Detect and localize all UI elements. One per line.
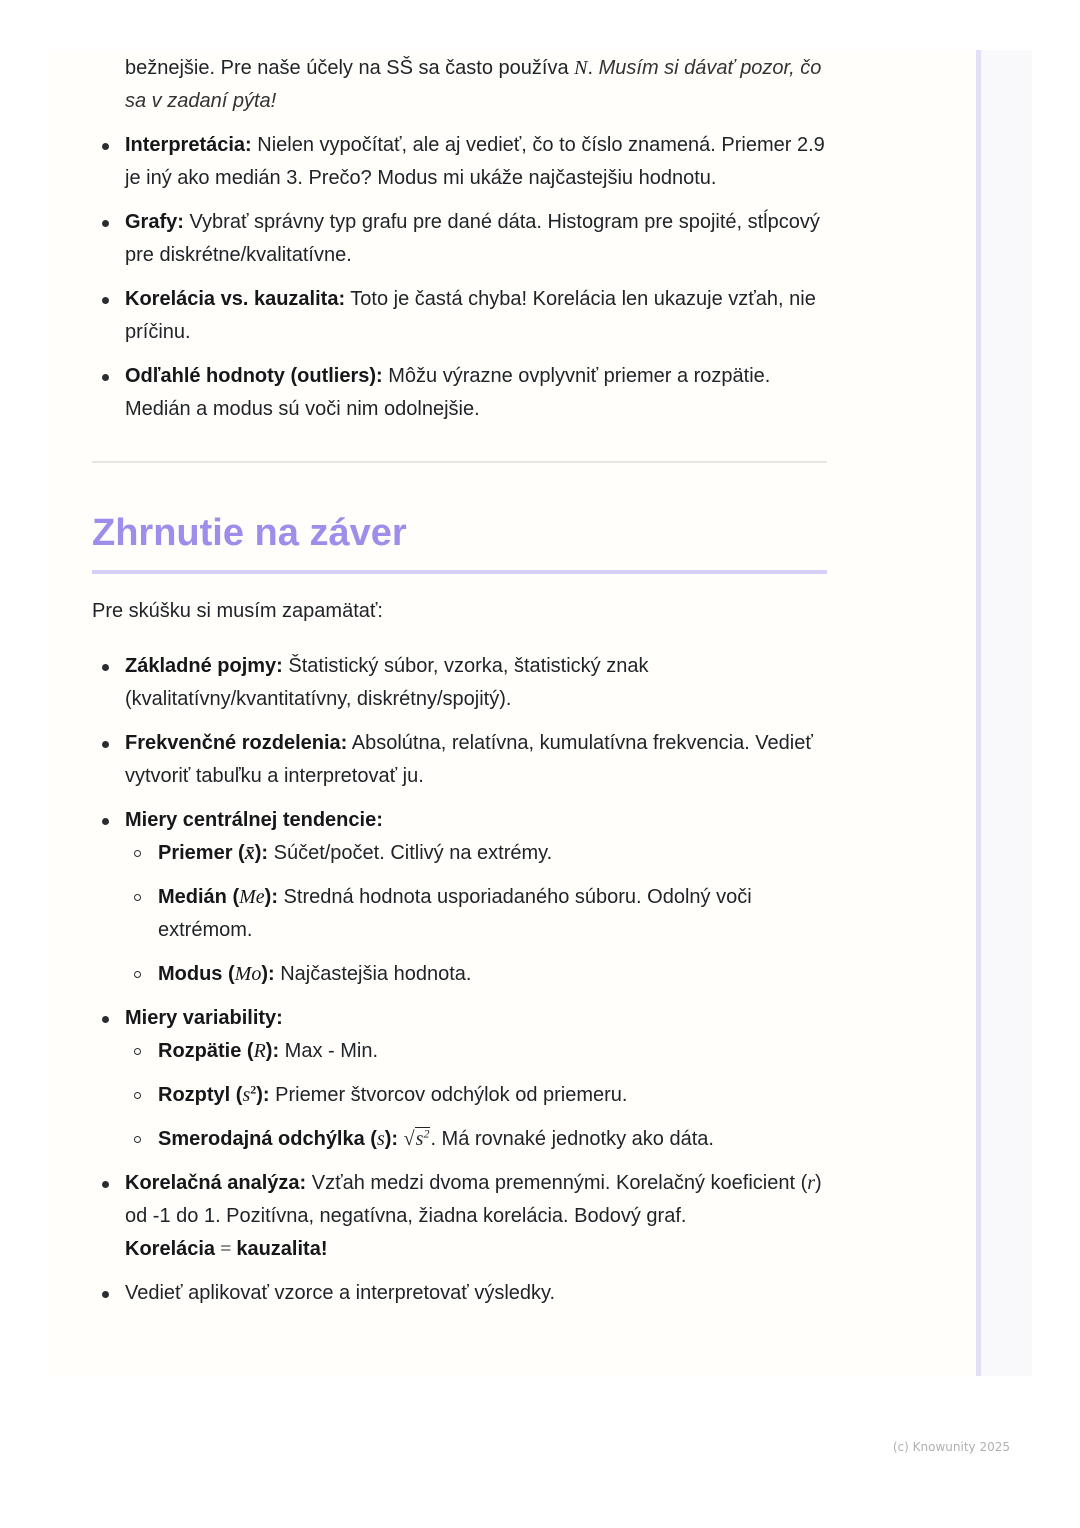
list-item: Interpretácia: Nielen vypočítať, ale aj vedieť, čo to číslo znamená. Priemer 2.9 je iný ako medián 3. Prečo? Modus mi ukáže najčastejšiu hodnotu. bbox=[92, 129, 827, 195]
copyright-footer: (c) Knowunity 2025 bbox=[892, 1440, 1010, 1454]
sub-list-item: Smerodajná odchýlka (s): $√s^2$. Má rovnaké jednotky ako dáta. bbox=[125, 1123, 827, 1156]
list-item: Základné pojmy: Štatistický súbor, vzorka, štatistický znak (kvalitatívny/kvantitatívny, diskrétny/spojitý). bbox=[92, 650, 827, 716]
continued-text: bežnejšie. Pre naše účely na SŠ sa často používa bbox=[125, 57, 575, 79]
sqrt-formula: $√s^2$ bbox=[403, 1126, 430, 1150]
central-tendency-sublist bbox=[125, 837, 827, 991]
section-divider bbox=[92, 461, 827, 463]
list-item: Odľahlé hodnoty (outliers): Môžu výrazne ovplyvniť priemer a rozpätie. Medián a modus sú voči nim odolnejšie. bbox=[92, 360, 827, 426]
sub-list-item: Rozptyl $(s^2)$: Priemer štvorcov odchýlok od priemeru. bbox=[125, 1079, 827, 1112]
list-item: Frekvenčné rozdelenia: Absolútna, relatívna, kumulatívna frekvencia. Vedieť vytvoriť tabuľku a interpretovať ju. bbox=[92, 727, 827, 793]
italic-note: Musím si dávať pozor, čo sa v zadaní pýta! bbox=[125, 57, 822, 112]
list-item: Miery centrálnej tendencie: Priemer (x̄): Súčet/počet. Citlivý na extrémy. Medián (Me): Stredná hodnota usporiadaného súboru. Odolný voči extrémom. Modus (Mo): Najčastejšia hodnota. bbox=[92, 804, 827, 991]
list-item: Grafy: Vybrať správny typ grafu pre dané dáta. Histogram pre spojité, stĺpcový pre diskrétne/kvalitatívne. bbox=[92, 206, 827, 272]
list-item: Vedieť aplikovať vzorce a interpretovať výsledky. bbox=[92, 1277, 827, 1310]
summary-intro: Pre skúšku si musím zapamätať: bbox=[92, 600, 383, 622]
sub-list-item: Priemer (x̄): Súčet/počet. Citlivý na extrémy. bbox=[125, 837, 827, 870]
math-symbol-n: N bbox=[574, 57, 588, 79]
sub-list-item: Rozpätie (R): Max - Min. bbox=[125, 1035, 827, 1068]
summary-list bbox=[92, 650, 827, 1310]
section-title: Zhrnutie na záver bbox=[92, 508, 827, 574]
variability-sublist bbox=[125, 1035, 827, 1156]
tips-list bbox=[92, 129, 827, 426]
list-item: Korelácia vs. kauzalita: Toto je častá chyba! Korelácia len ukazuje vzťah, nie príčinu. bbox=[92, 283, 827, 349]
sub-list-item: Modus (Mo): Najčastejšia hodnota. bbox=[125, 958, 827, 991]
continued-list-item: bežnejšie. Pre naše účely na SŠ sa často používa N. Musím si dávať pozor, čo sa v zadaní pýta! bbox=[125, 57, 822, 112]
side-panel bbox=[976, 50, 1032, 1376]
sub-list-item: Medián (Me): Stredná hodnota usporiadaného súboru. Odolný voči extrémom. bbox=[125, 881, 827, 947]
list-item: Miery variability: Rozpätie (R): Max - Min. Rozptyl $(s^2)$: Priemer štvorcov odchýlok od priemeru. Smerodajná odchýlka (s): $√s^2$. Má rovnaké jednotky ako dáta. bbox=[92, 1002, 827, 1156]
list-item: Korelačná analýza: Vzťah medzi dvoma premennými. Korelačný koeficient (r) od -1 do 1. Pozitívna, negatívna, žiadna korelácia. Bodový graf. Korelácia = kauzalita! bbox=[92, 1167, 827, 1266]
document-content bbox=[92, 52, 827, 1321]
